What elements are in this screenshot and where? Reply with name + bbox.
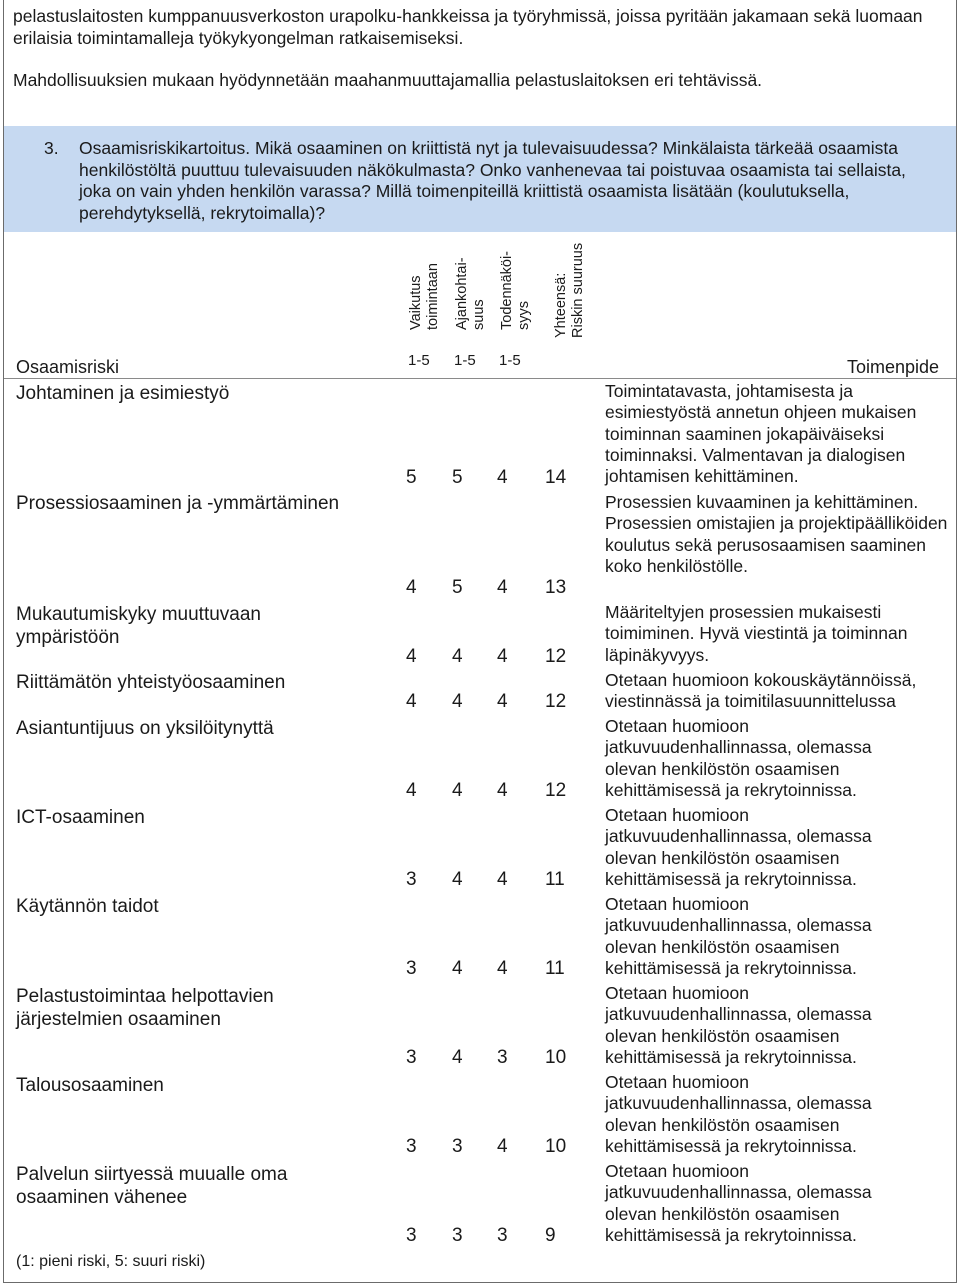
total-value: 10 <box>545 1136 567 1157</box>
intro-paragraph-1: pelastuslaitosten kumppanuusverkoston urapolku-hankkeissa ja työryhmissä, joissa pyritään jakamaan sekä luomaan erilaisia toimintamalleja työkykyongelman ratkaisemiseksi. <box>13 6 923 48</box>
risk-name: Pelastustoimintaa helpottavien järjestelmien osaaminen <box>16 986 274 1030</box>
impact-value: 4 <box>406 646 417 667</box>
scale-impact: 1-5 <box>408 352 430 369</box>
impact-value: 3 <box>406 958 417 979</box>
total-value: 12 <box>545 691 567 712</box>
risk-name: Asiantuntijuus on yksilöitynyttä <box>16 718 274 739</box>
scale-timeliness: 1-5 <box>454 352 476 369</box>
document-page <box>3 0 957 1283</box>
risk-name: Riittämätön yhteistyöosaaminen <box>16 672 286 693</box>
timeliness-value: 4 <box>452 646 463 667</box>
total-value: 10 <box>545 1047 567 1068</box>
action-text: Otetaan huomioon jatkuvuudenhallinnassa, olemassa olevan henkilöstön osaamisen kehittämisessä ja rekrytoinnissa. <box>605 1072 872 1156</box>
impact-value: 3 <box>406 1047 417 1068</box>
probability-value: 4 <box>497 577 508 598</box>
action-text: Prosessien kuvaaminen ja kehittäminen. Prosessien omistajien ja projektipäälliköiden koulutus sekä perusosaamisen saaminen koko henkilöstölle. <box>605 492 948 576</box>
impact-value: 3 <box>406 1136 417 1157</box>
probability-value: 4 <box>497 869 508 890</box>
impact-value: 4 <box>406 691 417 712</box>
risk-name: Johtaminen ja esimiestyö <box>16 383 230 404</box>
total-value: 11 <box>545 869 565 890</box>
header-total: Yhteensä: Riskin suuruus <box>553 242 586 338</box>
header-timeliness: Ajankohtai- suus <box>454 257 487 330</box>
timeliness-value: 4 <box>452 958 463 979</box>
probability-value: 4 <box>497 646 508 667</box>
probability-value: 3 <box>497 1047 508 1068</box>
column-header-risk: Osaamisriski <box>16 357 120 377</box>
section-heading-band <box>4 126 956 232</box>
impact-value: 3 <box>406 869 417 890</box>
probability-value: 4 <box>497 780 508 801</box>
risk-name: Käytännön taidot <box>16 896 159 917</box>
column-header-action: Toimenpide <box>847 357 940 377</box>
section-question: Osaamisriskikartoitus. Mikä osaaminen on kriittistä nyt ja tulevaisuudessa? Minkälaista tärkeää osaamista henkilöstöltä puuttuu tulevaisuuden näkökulmasta? Onko vanhenevaa tai poistuvaa osaamista tai sellaista, joka on vain yhden henkilön varassa? Millä toimenpiteillä kriittistä osaamista lisätään (koulutuksella, perehdytyksellä, rekrytoimalla)? <box>79 138 906 223</box>
risk-name: Prosessiosaaminen ja -ymmärtäminen <box>16 493 340 514</box>
timeliness-value: 4 <box>452 780 463 801</box>
timeliness-value: 5 <box>452 577 463 598</box>
total-value: 11 <box>545 958 565 979</box>
risk-name: Mukautumiskyky muuttuvaan ympäristöön <box>16 604 261 648</box>
action-text: Otetaan huomioon kokouskäytännöissä, viestinnässä ja toimitilasuunnittelussa <box>605 670 917 712</box>
action-text: Otetaan huomioon jatkuvuudenhallinnassa, olemassa olevan henkilöstön osaamisen kehittämisessä ja rekrytoinnissa. <box>605 894 872 978</box>
timeliness-value: 4 <box>452 691 463 712</box>
probability-value: 4 <box>497 467 508 488</box>
impact-value: 3 <box>406 1225 417 1246</box>
total-value: 13 <box>545 577 567 598</box>
intro-paragraph-2: Mahdollisuuksien mukaan hyödynnetään maahanmuuttajamallia pelastuslaitoksen eri tehtävissä. <box>13 70 763 90</box>
timeliness-value: 5 <box>452 467 463 488</box>
total-value: 9 <box>545 1225 556 1246</box>
action-text: Määriteltyjen prosessien mukaisesti toimiminen. Hyvä viestintä ja toiminnan läpinäkyvyys. <box>605 602 908 665</box>
header-impact: Vaikutus toimintaan <box>408 263 441 330</box>
action-text: Toimintatavasta, johtamisesta ja esimiestyöstä annetun ohjeen mukaisen toiminnan saaminen jokapäiväiseksi toiminnaksi. Valmentavan ja dialogisen johtamisen kehittäminen. <box>605 381 917 487</box>
timeliness-value: 4 <box>452 1047 463 1068</box>
total-value: 12 <box>545 780 567 801</box>
impact-value: 4 <box>406 780 417 801</box>
probability-value: 4 <box>497 1136 508 1157</box>
probability-value: 3 <box>497 1225 508 1246</box>
action-text: Otetaan huomioon jatkuvuudenhallinnassa, olemassa olevan henkilöstön osaamisen kehittämisessä ja rekrytoinnissa. <box>605 1161 872 1245</box>
risk-name: ICT-osaaminen <box>16 807 145 828</box>
section-number: 3. <box>44 138 59 158</box>
timeliness-value: 3 <box>452 1225 463 1246</box>
impact-value: 5 <box>406 467 417 488</box>
risk-name: Palvelun siirtyessä muualle oma osaaminen vähenee <box>16 1164 288 1208</box>
probability-value: 4 <box>497 958 508 979</box>
timeliness-value: 4 <box>452 869 463 890</box>
scale-probability: 1-5 <box>499 352 521 369</box>
risk-name: Talousosaaminen <box>16 1075 164 1096</box>
probability-value: 4 <box>497 691 508 712</box>
header-probability: Todennäköi- syys <box>499 251 532 330</box>
action-text: Otetaan huomioon jatkuvuudenhallinnassa, olemassa olevan henkilöstön osaamisen kehittämisessä ja rekrytoinnissa. <box>605 716 872 800</box>
action-text: Otetaan huomioon jatkuvuudenhallinnassa, olemassa olevan henkilöstön osaamisen kehittämisessä ja rekrytoinnissa. <box>605 805 872 889</box>
total-value: 14 <box>545 467 567 488</box>
total-value: 12 <box>545 646 567 667</box>
impact-value: 4 <box>406 577 417 598</box>
header-separator <box>4 378 956 379</box>
action-text: Otetaan huomioon jatkuvuudenhallinnassa, olemassa olevan henkilöstön osaamisen kehittämisessä ja rekrytoinnissa. <box>605 983 872 1067</box>
timeliness-value: 3 <box>452 1136 463 1157</box>
footnote: (1: pieni riski, 5: suuri riski) <box>16 1253 206 1270</box>
